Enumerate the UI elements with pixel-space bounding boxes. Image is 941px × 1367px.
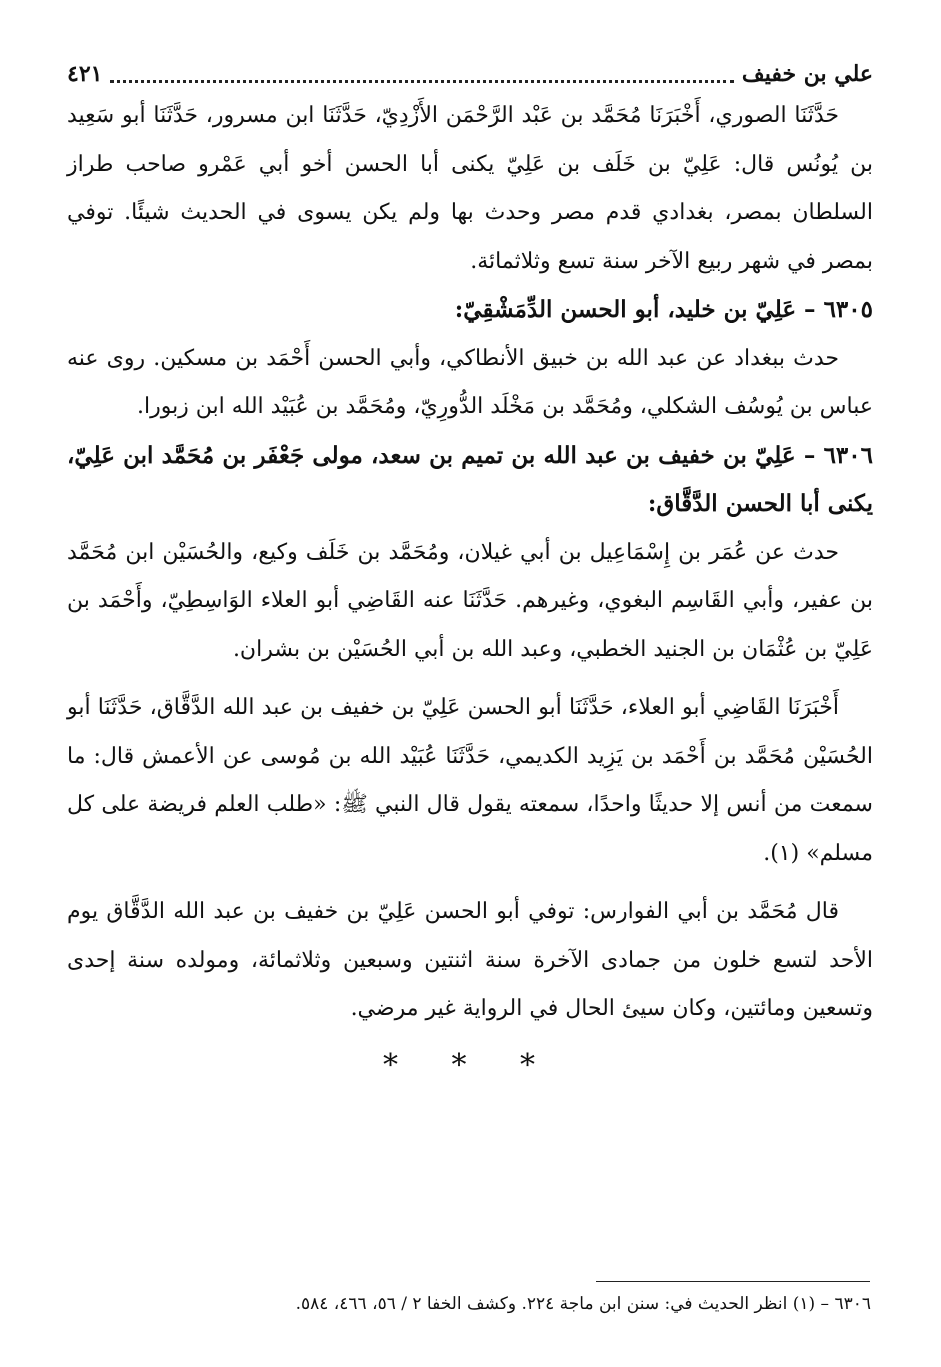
entry-heading-6306: ٦٣٠٦ – عَلِيّ بن خفيف بن عبد الله بن تميم بن سعد، مولى جَعْفَر بن مُحَمَّد ابن عَلِيّ، يكنى أبا الحسن الدَّقَّاق: — [67, 441, 873, 517]
paragraph-3: حدث عن عُمَر بن إِسْمَاعِيل بن أبي غيلان، ومُحَمَّد بن خَلَف وكيع، والحُسَيْن ابن مُحَمَّد بن عفير، وأبي القَاسِم البغوي، وغيرهم. حَدَّثَنَا عنه القَاضِي أبو العلاء الوَاسِطِيّ، وأَحْمَد بن عَلِيّ بن عُثْمَان بن الجنيد الخطبي، وعبد الله بن أبي الحُسَيْن بن بشران. — [67, 539, 873, 662]
header-dot-leader — [110, 66, 733, 83]
page-number: ٤٢١ — [67, 61, 103, 87]
footnote: ٦٣٠٦ – (١) انظر الحديث في: سنن ابن ماجة ٢٢٤. وكشف الخفا ٢ / ٥٦، ٤٦٦، ٥٨٤. — [295, 1294, 871, 1314]
paragraph-2: حدث ببغداد عن عبد الله بن خبيق الأنطاكي، وأبي الحسن أَحْمَد بن مسكين. روى عنه عباس بن يُوسُف الشكلي، ومُحَمَّد بن مَخْلَد الدُّورِيّ، ومُحَمَّد بن عُبَيْد الله ابن زبورا. — [67, 345, 873, 419]
paragraph-1: حَدَّثَنَا الصوري، أَخْبَرَنَا مُحَمَّد بن عَبْد الرَّحْمَن الأَزْدِيّ، حَدَّثَنَا ابن مسرور، حَدَّثَنَا أبو سَعِيد بن يُونُس قال: عَلِيّ بن خَلَف بن عَلِيّ يكنى أبا الحسن أخو أبي عَمْرو صاحب طراز السلطان بمصر، بغدادي قدم مصر وحدث بها ولم يكن يسوى في الحديث شيئًا. توفي بمصر في شهر ربيع الآخر سنة تسع وثلاثمائة. — [67, 103, 873, 274]
running-header — [67, 54, 873, 94]
footnote-rule — [596, 1281, 870, 1282]
paragraph-5: قال مُحَمَّد بن أبي الفوارس: توفي أبو الحسن عَلِيّ بن خفيف بن عبد الله الدَّقَّاق يوم الأحد لتسع خلون من جمادى الآخرة سنة اثنتين وسبعين وثلاثمائة، ومولده سنة إحدى وتسعين ومائتين، وكان سيئ الحال في الرواية غير مرضي. — [67, 899, 873, 1021]
entry-heading-6305: ٦٣٠٥ – عَلِيّ بن خليد، أبو الحسن الدِّمَشْقِيّ: — [454, 296, 873, 323]
paragraph-4: أَخْبَرَنَا القَاضِي أبو العلاء، حَدَّثَنَا أبو الحسن عَلِيّ بن خفيف بن عبد الله الدَّقَّاق، حَدَّثَنَا أبو الحُسَيْن مُحَمَّد بن أَحْمَد بن يَزِيد الكديمي، حَدَّثَنَا عُبَيْد الله بن مُوسى عن الأعمش قال: ما سمعت من أنس إلا حديثًا واحدًا، سمعته يقول قال النبي ﷺ: «طلب العلم فريضة على كل مسلم» (١). — [67, 695, 873, 866]
section-separator: * * * — [382, 1047, 558, 1083]
running-title: علي بن خفيف — [741, 61, 873, 87]
page-body — [67, 92, 873, 1090]
